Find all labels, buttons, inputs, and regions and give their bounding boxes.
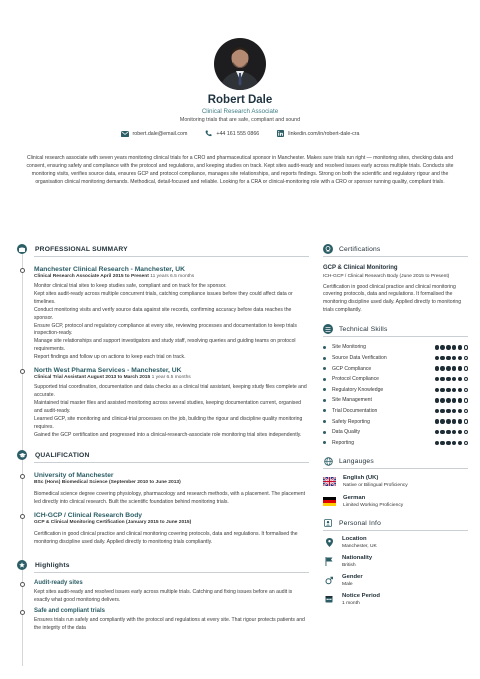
bullet-icon <box>323 388 326 391</box>
qualification-item <box>12 512 309 547</box>
skill-name: Protocol Compliance <box>332 376 379 383</box>
skills-list <box>323 342 468 448</box>
skill-item <box>323 353 468 364</box>
rating-dot <box>440 356 445 361</box>
rating-dot <box>452 430 457 435</box>
skill-rating <box>435 345 468 350</box>
info-value: British <box>342 563 356 569</box>
rating-dot <box>464 398 469 403</box>
degree-dates: GCP & Clinical Monitoring Certification (January 2015 to June 2015) <box>34 520 192 526</box>
bullet-icon <box>323 431 326 434</box>
rating-dot <box>440 441 445 446</box>
rating-dot <box>435 366 440 371</box>
section-title: PROFESSIONAL SUMMARY <box>35 245 128 253</box>
section-languages <box>323 454 468 468</box>
calendar-icon <box>323 593 335 605</box>
rating-dot <box>446 441 451 446</box>
rating-dot <box>464 409 469 414</box>
skill-item <box>323 385 468 396</box>
rating-dot <box>446 388 451 393</box>
rating-dot <box>464 419 469 424</box>
rating-dot <box>446 409 451 414</box>
rating-dot <box>464 377 469 382</box>
contact-linkedin[interactable] <box>277 130 359 137</box>
info-label: Location <box>342 536 367 543</box>
rating-dot <box>464 441 469 446</box>
skill-rating <box>435 430 468 435</box>
rating-dot <box>446 366 451 371</box>
rating-dot <box>435 441 440 446</box>
phone-icon <box>205 130 212 137</box>
skill-item <box>323 374 468 385</box>
phone-text: +44 161 555 0866 <box>216 130 260 137</box>
rating-dot <box>452 356 457 361</box>
rating-dot <box>435 398 440 403</box>
highlight-details: Ensures trials run safely and compliantly with the protocol and regulations at every site. That rigour protects patients and the integrity of the data <box>34 616 305 631</box>
qualification-item <box>12 472 309 507</box>
skill-name: Source Data Verification <box>332 355 387 362</box>
timeline-dot <box>20 369 25 374</box>
rating-dot <box>458 409 463 414</box>
highlight-details: Kept sites audit-ready and resolved issues early across multiple trials. Catching and fixing issues before an audit is exactly what good monitoring delivers. <box>34 589 293 603</box>
rating-dot <box>440 388 445 393</box>
rating-dot <box>464 430 469 435</box>
rating-dot <box>435 377 440 382</box>
skill-rating <box>435 419 468 424</box>
right-column <box>323 242 468 606</box>
section-divider <box>323 468 468 469</box>
rating-dot <box>446 430 451 435</box>
highlight-title: Audit-ready sites <box>34 580 83 587</box>
star-icon <box>17 560 27 570</box>
section-divider <box>34 572 309 573</box>
bullet-icon <box>323 399 326 402</box>
skill-name: Regulatory Knowledge <box>332 386 384 393</box>
bullet-icon <box>323 357 326 360</box>
contact-bar <box>0 130 480 137</box>
personal-info-list <box>323 536 468 606</box>
skill-rating <box>435 409 468 414</box>
section-divider <box>323 530 468 531</box>
certificate-icon <box>323 244 333 254</box>
tagline: Monitoring trials that are safe, compliant and sound <box>179 117 301 123</box>
qualification-details: Certification in good clinical practice and clinical monitoring covering protocols, data and regulations. It formalised the monitoring discipline used daily. Applied directly to monitoring trials compliantly. <box>34 531 298 546</box>
rating-dot <box>440 398 445 403</box>
bullet-icon <box>323 409 326 412</box>
section-title: Personal Info <box>339 519 382 527</box>
bullet-icon <box>323 346 326 349</box>
section-professional-summary <box>12 242 309 256</box>
section-highlights <box>12 558 309 572</box>
uk-flag <box>323 477 336 486</box>
section-personal-info <box>323 516 468 530</box>
skill-name: Site Monitoring <box>332 344 366 351</box>
certification-title: GCP & Clinical Monitoring <box>323 265 398 271</box>
rating-dot <box>435 409 440 414</box>
bullet-icon <box>323 378 326 381</box>
skill-name: Reporting <box>332 439 355 446</box>
rating-dot <box>458 430 463 435</box>
language-item <box>323 475 468 488</box>
globe-icon <box>323 456 333 466</box>
graduation-cap-icon <box>17 450 27 460</box>
rating-dot <box>440 377 445 382</box>
qualification-details: Biomedical science degree covering physiology, pharmacology and research methods, with a placement. The placement led directly into clinical research. Built the scientific foundation behind monitoring trials. <box>34 491 306 506</box>
rating-dot <box>458 366 463 371</box>
section-divider <box>34 256 309 257</box>
certification-details: Certification in good clinical practice and clinical monitoring covering protocols, data and regulations. It formalised the monitoring discipline used daily. Applied directly to monitoring trials compliantly. <box>323 283 462 314</box>
linkedin-icon <box>277 130 284 137</box>
certification-item <box>323 265 468 315</box>
rating-dot <box>452 377 457 382</box>
rating-dot <box>458 356 463 361</box>
role-dates: Clinical Research Associate April 2015 to Present 11 years 6.5 months <box>34 274 195 279</box>
rating-dot <box>458 377 463 382</box>
rating-dot <box>440 366 445 371</box>
personal-info-item <box>323 555 468 568</box>
job-title: Clinical Research Associate <box>201 108 279 115</box>
section-title: QUALIFICATION <box>35 451 90 459</box>
section-certifications <box>323 242 468 256</box>
company-name: Manchester Clinical Research - Manchester, UK <box>34 266 185 273</box>
skill-name: Site Management <box>332 397 372 404</box>
certification-issuer: ICH-GCP / Clinical Research Body (June 2015 to Present) <box>323 274 450 279</box>
skill-rating <box>435 356 468 361</box>
personal-info-item <box>323 574 468 587</box>
gender-icon <box>323 574 335 586</box>
rating-dot <box>452 409 457 414</box>
skill-item <box>323 437 468 448</box>
rating-dot <box>458 345 463 350</box>
rating-dot <box>440 419 445 424</box>
experience-details: Monitor clinical trial sites to keep studies safe, compliant and on track for the sponsor. Kept sites audit-ready across multiple concurrent trials, catching compliance issues before they could affect data or timelines. Conduct monitoring visits and verify source data against site records, confirming accuracy before data reaches the sponsor. Ensure GCP, protocol and regulatory compliance at every site, reviewing processes and documentation to keep trials inspection-ready. Manage site relationships and support investigators and study staff, resolving queries and guiding teams on protocol requirements. Report findings and follow up on actions to keep each trial on track. <box>34 283 297 361</box>
rating-dot <box>464 388 469 393</box>
timeline-dot <box>20 610 25 615</box>
user-icon <box>323 518 333 528</box>
skill-rating <box>435 377 468 382</box>
language-name: German <box>343 495 366 502</box>
section-technical-skills <box>323 322 468 336</box>
rating-dot <box>464 366 469 371</box>
profile-photo <box>214 38 266 90</box>
skill-name: Data Quality <box>332 429 361 436</box>
info-label: Nationality <box>342 555 373 562</box>
left-column <box>12 242 309 633</box>
experience-item <box>12 367 309 439</box>
rating-dot <box>458 419 463 424</box>
rating-dot <box>458 441 463 446</box>
highlight-item <box>12 580 309 605</box>
experience-details: Supported trial coordination, documentation and data checks as a clinical trial assistant, keeping study files complete and accurate. Maintained trial master files and assisted monitoring across several studies, keeping documentation current, organised and audit-ready. Learned GCP, site monitoring and clinical-trial processes on the job, building the rigour and discipline quality monitoring requires. Gained the GCP certification and progressed into a clinical-research-associate role monitoring trial sites independently. <box>34 384 307 438</box>
section-qualification <box>12 448 309 462</box>
degree-dates: BSc (Hons) Biomedical Science (September 2010 to June 2013) <box>34 480 181 486</box>
personal-info-item <box>323 536 468 549</box>
role-dates: Clinical Trial Assistant August 2013 to March 2015 1 year 6.5 months <box>34 375 191 381</box>
rating-dot <box>435 430 440 435</box>
rating-dot <box>452 398 457 403</box>
skill-item <box>323 342 468 353</box>
skill-item <box>323 395 468 406</box>
timeline-dot <box>20 268 25 273</box>
rating-dot <box>446 419 451 424</box>
bullet-icon <box>323 367 326 370</box>
skill-item <box>323 363 468 374</box>
personal-info-item <box>323 593 468 606</box>
email-icon <box>121 131 129 137</box>
language-item <box>323 495 468 508</box>
rating-dot <box>435 388 440 393</box>
location-pin-icon <box>323 536 335 548</box>
language-level: Native or Bilingual Proficiency <box>343 483 408 489</box>
contact-email[interactable] <box>121 130 188 137</box>
rating-dot <box>446 398 451 403</box>
language-name: English (UK) <box>343 475 379 482</box>
info-value: 1 month <box>342 601 360 607</box>
candidate-name: Robert Dale <box>207 94 273 106</box>
rating-dot <box>440 345 445 350</box>
section-title: Certifications <box>339 245 381 253</box>
skill-rating <box>435 398 468 403</box>
rating-dot <box>435 419 440 424</box>
flag-icon <box>323 555 335 567</box>
rating-dot <box>452 419 457 424</box>
rating-dot <box>452 441 457 446</box>
contact-phone[interactable] <box>205 130 259 137</box>
skill-item <box>323 406 468 417</box>
rating-dot <box>464 345 469 350</box>
rating-dot <box>440 430 445 435</box>
bullet-icon <box>323 420 326 423</box>
rating-dot <box>452 345 457 350</box>
rating-dot <box>464 356 469 361</box>
section-title: Technical Skills <box>339 325 388 333</box>
rating-dot <box>446 345 451 350</box>
timeline-dot <box>20 474 25 479</box>
experience-item <box>12 266 309 362</box>
language-level: Limited Working Proficiency <box>343 503 404 509</box>
timeline-dot <box>20 514 25 519</box>
section-divider <box>323 256 468 257</box>
skill-item <box>323 427 468 438</box>
info-label: Notice Period <box>342 593 380 600</box>
rating-dot <box>452 366 457 371</box>
section-title: Langauges <box>339 457 374 465</box>
highlight-title: Safe and compliant trials <box>34 607 106 614</box>
email-text: robert.dale@email.com <box>132 130 188 137</box>
timeline-dot <box>20 582 25 587</box>
section-title: Highlights <box>35 561 70 569</box>
rating-dot <box>458 398 463 403</box>
section-divider <box>34 462 309 463</box>
rating-dot <box>435 356 440 361</box>
linkedin-text: linkedin.com/in/robert-dale-cra <box>288 130 360 137</box>
rating-dot <box>452 388 457 393</box>
rating-dot <box>435 345 440 350</box>
skill-rating <box>435 388 468 393</box>
rating-dot <box>440 409 445 414</box>
skill-name: Safety Reporting <box>332 418 370 425</box>
skill-item <box>323 416 468 427</box>
briefcase-icon <box>17 244 27 254</box>
info-label: Gender <box>342 574 363 581</box>
skill-name: GCP Compliance <box>332 365 372 372</box>
institution-name: University of Manchester <box>34 472 114 480</box>
resume-header <box>0 38 480 137</box>
bullet-icon <box>323 441 326 444</box>
skill-rating <box>435 441 468 446</box>
company-name: North West Pharma Services - Manchester, UK <box>34 367 182 375</box>
profile-summary: Clinical research associate with seven years monitoring clinical trials for a CRO and pharmaceutical sponsor in Manchester. Makes sure trials run right — monitoring sites, checking data and consent, ensuring safety and compliance with the protocol and regulations, and keeping studies on track. Kept sites audit-ready and resolved issues early across multiple trials. Conducts site monitoring visits, verifies source data, ensures GCP and protocol compliance, manages site relationships, and reports findings. Strong on both the scientific and regulatory rigour and the organisation clinical monitoring demands. Methodical, detail-focused and reliable. Looking for a CRA or clinical-monitoring role with a CRO or sponsor running quality, compliant trials. <box>26 155 454 185</box>
germany-flag <box>323 497 336 506</box>
section-divider <box>323 336 468 337</box>
info-value: Male <box>342 582 353 588</box>
skill-name: Trial Documentation <box>332 407 378 414</box>
sliders-icon <box>323 324 333 334</box>
highlight-item <box>12 608 309 633</box>
rating-dot <box>458 388 463 393</box>
skill-rating <box>435 366 468 371</box>
institution-name: ICH-GCP / Clinical Research Body <box>34 512 143 520</box>
info-value: Manchester, UK <box>342 544 377 550</box>
rating-dot <box>446 356 451 361</box>
languages-list <box>323 475 468 508</box>
rating-dot <box>446 377 451 382</box>
